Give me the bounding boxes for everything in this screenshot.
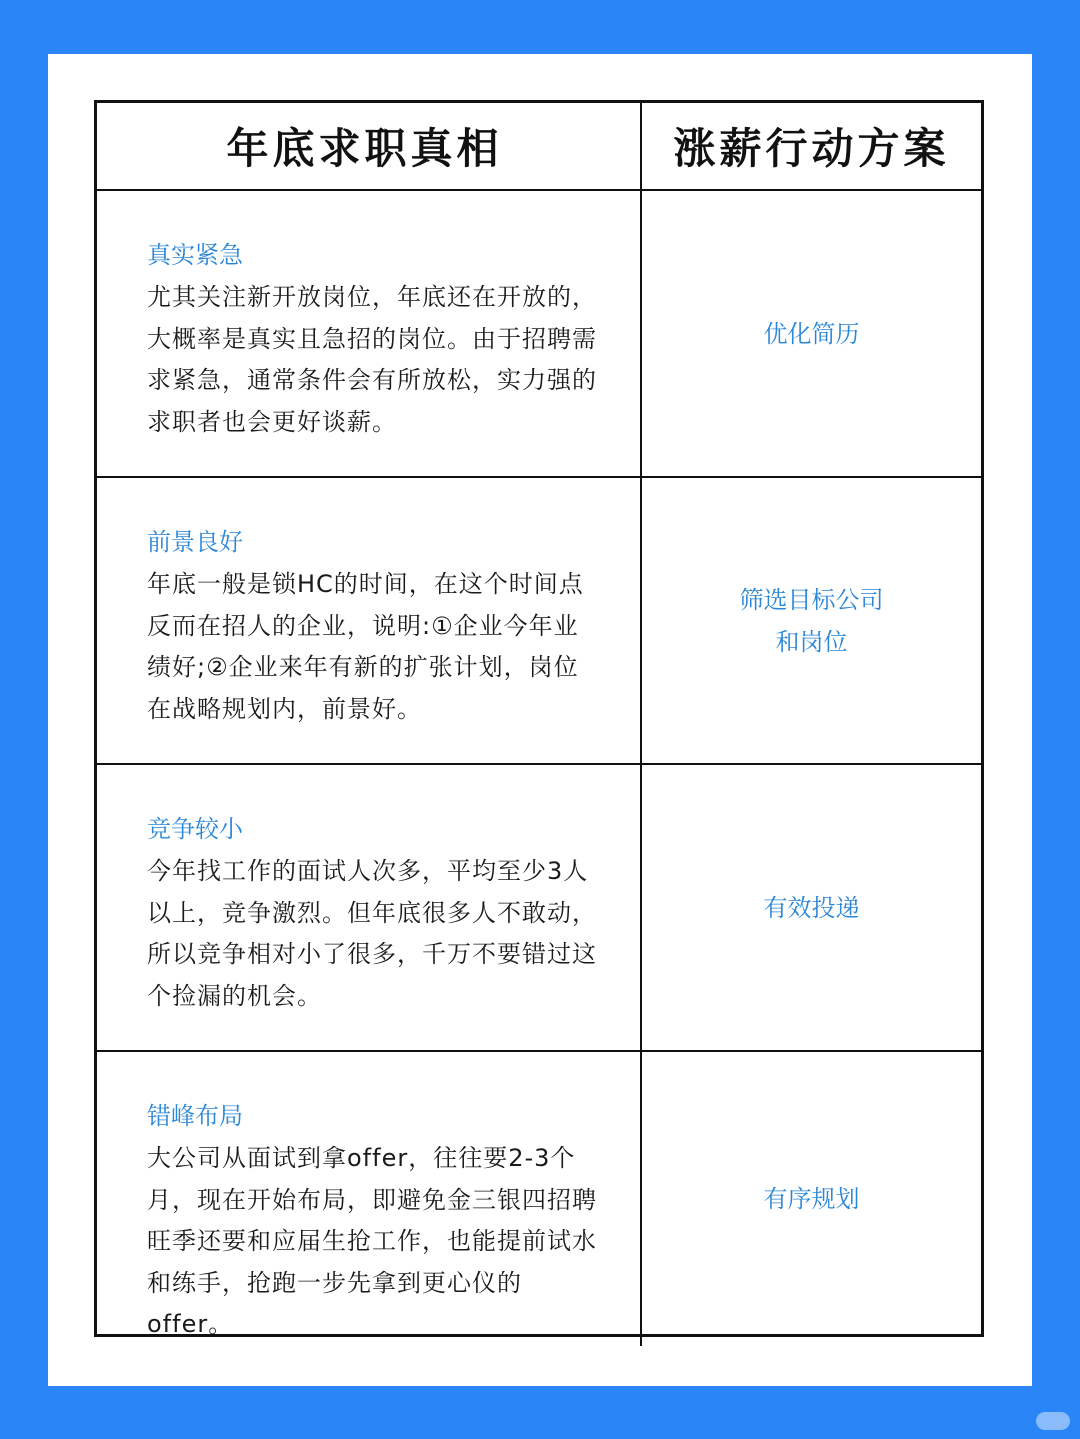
row-2-right bbox=[642, 478, 981, 765]
header-raise-plan: 涨薪行动方案 bbox=[642, 103, 981, 191]
row-1-action: 优化简历 bbox=[763, 319, 860, 348]
row-1-left bbox=[97, 191, 642, 478]
row-3-right bbox=[642, 765, 981, 1052]
row-3-left bbox=[97, 765, 642, 1052]
row-1-desc: 尤其关注新开放岗位，年底还在开放的，大概率是真实且急招的岗位。由于招聘需求紧急，通常条件会有所放松，实力强的求职者也会更好谈薪。 bbox=[147, 283, 597, 436]
row-1-title: 真实紧急 bbox=[147, 241, 243, 269]
row-4-left bbox=[97, 1052, 642, 1346]
row-2-desc: 年底一般是锁HC的时间，在这个时间点反而在招人的企业，说明:①企业今年业绩好;②企业来年有新的扩张计划，岗位在战略规划内，前景好。 bbox=[147, 570, 584, 723]
row-2-title: 前景良好 bbox=[147, 528, 243, 556]
row-1-right bbox=[642, 191, 981, 478]
comparison-table bbox=[94, 100, 984, 1337]
row-2-left bbox=[97, 478, 642, 765]
row-2-action: 筛选目标公司 和岗位 bbox=[739, 585, 884, 656]
row-4-desc: 大公司从面试到拿offer，往往要2-3个月，现在开始布局，即避免金三银四招聘旺季还要和应届生抢工作，也能提前试水和练手，抢跑一步先拿到更心仪的offer。 bbox=[147, 1144, 597, 1338]
row-4-right bbox=[642, 1052, 981, 1346]
row-4-title: 错峰布局 bbox=[147, 1102, 243, 1130]
row-4-action: 有序规划 bbox=[763, 1184, 860, 1213]
row-3-title: 竞争较小 bbox=[147, 815, 243, 843]
watermark-badge bbox=[1036, 1412, 1070, 1430]
row-3-desc: 今年找工作的面试人次多，平均至少3人以上，竞争激烈。但年底很多人不敢动，所以竞争相对小了很多，千万不要错过这个捡漏的机会。 bbox=[147, 857, 597, 1010]
header-job-truth: 年底求职真相 bbox=[97, 103, 642, 191]
row-3-action: 有效投递 bbox=[763, 893, 860, 922]
